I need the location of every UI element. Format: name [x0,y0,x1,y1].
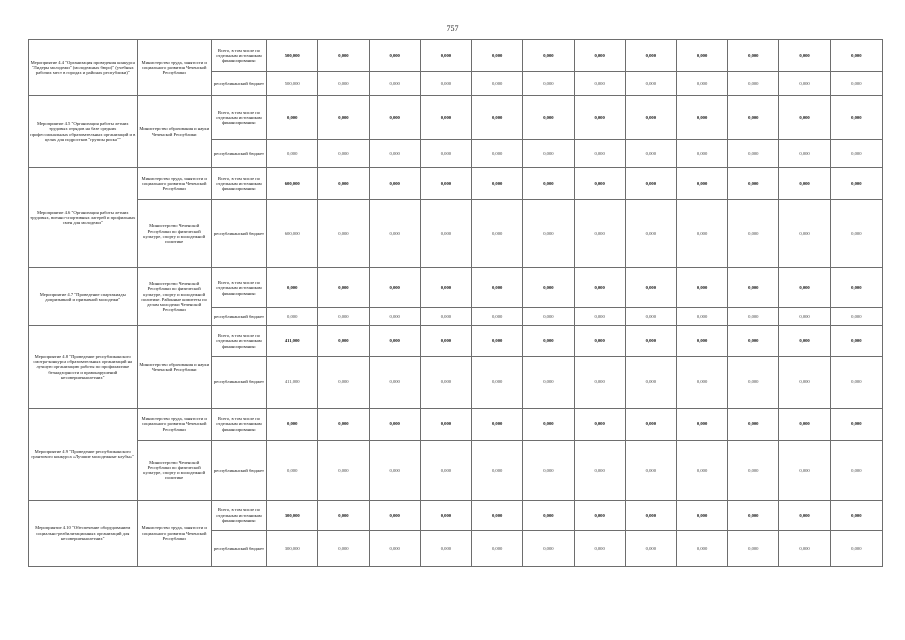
amount-cell: 0,000 [267,308,318,326]
amount-cell: 0,000 [625,440,676,500]
amount-cell: 0,000 [420,500,471,530]
amount-cell: 0,000 [830,326,882,356]
amount-cell: 0,000 [779,500,830,530]
amount-cell: 0,000 [574,500,625,530]
amount-cell: 0,000 [676,500,727,530]
amount-cell: 0,000 [625,168,676,200]
amount-cell: 0,000 [830,408,882,440]
amount-cell: 0,000 [779,326,830,356]
table-row [29,408,883,440]
amount-cell: 0,000 [523,72,574,96]
amount-cell: 0,000 [625,268,676,308]
amount-cell: 0,000 [676,530,727,566]
amount-cell: 0,000 [523,200,574,268]
amount-cell: 0,000 [625,200,676,268]
amount-cell: 0,000 [574,530,625,566]
amount-cell: 0,000 [523,530,574,566]
executor-cell: Министерство труда, занятости и социального развития Чеченской Республики [137,40,211,96]
amount-cell: 0,000 [779,308,830,326]
amount-cell: 0,000 [728,408,779,440]
amount-cell: 0,000 [420,140,471,168]
amount-cell: 0,000 [728,500,779,530]
amount-cell: 0,000 [523,268,574,308]
amount-cell: 0,000 [830,356,882,408]
amount-cell: 0,000 [625,530,676,566]
amount-cell: 0,000 [420,308,471,326]
funding-source-total: Всего, в том числе по отдельным источникам финансирования: [211,268,266,308]
amount-cell: 0,000 [574,440,625,500]
table-row [29,500,883,530]
amount-cell: 0,000 [318,308,369,326]
amount-cell: 0,000 [420,168,471,200]
amount-cell: 0,000 [318,268,369,308]
amount-cell: 0,000 [267,408,318,440]
amount-cell: 0,000 [420,268,471,308]
amount-cell: 0,000 [472,356,523,408]
executor-cell: Министерство труда, занятости и социального развития Чеченской Республики [137,408,211,440]
amount-cell: 0,000 [267,140,318,168]
executor-cell: Министерство образования и науки Чеченской Республики [137,96,211,168]
funding-source-budget: республиканский бюджет [211,530,266,566]
amount-cell: 0,000 [318,408,369,440]
amount-cell: 0,000 [779,40,830,72]
event-title: Мероприятие 4.8 "Проведение республиканского смотра-конкурса образовательных организаций на лучшую организацию работы по профилактике безнадзорности и правонарушений несовершеннолетних" [29,326,138,408]
amount-cell: 0,000 [830,500,882,530]
event-title: Мероприятие 4.5 "Организация работы летних трудовых отрядов на базе средних профессиональных образовательных организаций и в целях для подростков "группы риска"" [29,96,138,168]
amount-cell: 0,000 [369,168,420,200]
amount-cell: 500,000 [267,40,318,72]
amount-cell: 0,000 [830,140,882,168]
amount-cell: 0,000 [472,40,523,72]
amount-cell: 0,000 [574,96,625,140]
executor-cell: Министерство труда, занятости и социального развития Чеченской Республики [137,500,211,566]
amount-cell: 411,000 [267,326,318,356]
amount-cell: 0,000 [472,268,523,308]
amount-cell: 0,000 [728,168,779,200]
amount-cell: 0,000 [625,140,676,168]
amount-cell: 0,000 [420,356,471,408]
amount-cell: 0,000 [779,408,830,440]
amount-cell: 0,000 [625,326,676,356]
amount-cell: 0,000 [830,440,882,500]
amount-cell: 0,000 [267,96,318,140]
amount-cell: 0,000 [472,408,523,440]
amount-cell: 0,000 [625,96,676,140]
funding-source-budget: республиканский бюджет [211,440,266,500]
amount-cell: 0,000 [676,168,727,200]
amount-cell: 0,000 [318,440,369,500]
funding-source-budget: республиканский бюджет [211,308,266,326]
amount-cell: 0,000 [420,96,471,140]
amount-cell: 0,000 [574,200,625,268]
amount-cell: 0,000 [523,308,574,326]
executor-cell: Министерство Чеченской Республики по физической культуре, спорту и молодежной политике. Районные комитеты по делам молодежи Чеченской Республики [137,268,211,326]
table-row [29,200,883,268]
amount-cell: 0,000 [369,440,420,500]
amount-cell: 0,000 [318,326,369,356]
amount-cell: 0,000 [523,408,574,440]
amount-cell: 0,000 [472,96,523,140]
amount-cell: 0,000 [267,440,318,500]
amount-cell: 0,000 [728,200,779,268]
amount-cell: 300,000 [267,530,318,566]
amount-cell: 0,000 [676,440,727,500]
amount-cell: 0,000 [574,408,625,440]
amount-cell: 0,000 [523,500,574,530]
amount-cell: 300,000 [267,500,318,530]
executor-cell: Министерство труда, занятости и социального развития Чеченской Республики [137,168,211,200]
amount-cell: 0,000 [779,200,830,268]
amount-cell: 0,000 [830,268,882,308]
amount-cell: 0,000 [728,96,779,140]
amount-cell: 0,000 [523,40,574,72]
amount-cell: 0,000 [523,440,574,500]
amount-cell: 0,000 [625,40,676,72]
amount-cell: 0,000 [472,168,523,200]
amount-cell: 0,000 [728,308,779,326]
amount-cell: 0,000 [779,356,830,408]
amount-cell: 0,000 [369,140,420,168]
amount-cell: 0,000 [830,72,882,96]
amount-cell: 0,000 [625,500,676,530]
amount-cell: 0,000 [728,440,779,500]
amount-cell: 0,000 [318,530,369,566]
amount-cell: 0,000 [779,72,830,96]
amount-cell: 0,000 [676,408,727,440]
amount-cell: 0,000 [676,140,727,168]
amount-cell: 0,000 [676,356,727,408]
table-row [29,326,883,356]
funding-source-total: Всего, в том числе по отдельным источникам финансирования: [211,408,266,440]
funding-source-budget: республиканский бюджет [211,200,266,268]
amount-cell: 0,000 [472,326,523,356]
amount-cell: 0,000 [318,356,369,408]
amount-cell: 0,000 [728,140,779,168]
amount-cell: 0,000 [523,140,574,168]
amount-cell: 0,000 [420,72,471,96]
amount-cell: 0,000 [779,440,830,500]
amount-cell: 0,000 [523,356,574,408]
amount-cell: 0,000 [676,200,727,268]
funding-source-budget: республиканский бюджет [211,140,266,168]
event-title: Мероприятие 4.7 "Проведение спартакиады допризывной и призывной молодежи" [29,268,138,326]
amount-cell: 0,000 [472,440,523,500]
amount-cell: 0,000 [728,268,779,308]
budget-table [28,39,883,567]
amount-cell: 0,000 [318,200,369,268]
amount-cell: 0,000 [830,168,882,200]
amount-cell: 0,000 [420,530,471,566]
amount-cell: 0,000 [625,308,676,326]
funding-source-total: Всего, в том числе по отдельным источникам финансирования: [211,40,266,72]
event-title: Мероприятие 4.4 "Организация проведения конкурса "Лидеры молодежи" (молодежных бюро)" (учебных рабочих мест в городах и районах республики)" [29,40,138,96]
amount-cell: 0,000 [779,530,830,566]
amount-cell: 0,000 [676,326,727,356]
amount-cell: 0,000 [779,168,830,200]
amount-cell: 0,000 [472,500,523,530]
executor-cell: Министерство образования и науки Чеченской Республики [137,326,211,408]
funding-source-budget: республиканский бюджет [211,356,266,408]
amount-cell: 0,000 [318,168,369,200]
amount-cell: 0,000 [523,96,574,140]
amount-cell: 0,000 [420,326,471,356]
amount-cell: 0,000 [574,356,625,408]
amount-cell: 0,000 [830,96,882,140]
amount-cell: 0,000 [472,530,523,566]
amount-cell: 0,000 [676,40,727,72]
amount-cell: 0,000 [318,96,369,140]
amount-cell: 0,000 [574,326,625,356]
amount-cell: 0,000 [728,326,779,356]
executor-cell: Министерство Чеченской Республики по физической культуре, спорту и молодежной политике [137,200,211,268]
table-row [29,168,883,200]
amount-cell: 0,000 [676,308,727,326]
amount-cell: 0,000 [369,408,420,440]
amount-cell: 0,000 [369,72,420,96]
amount-cell: 0,000 [369,40,420,72]
amount-cell: 0,000 [574,168,625,200]
amount-cell: 0,000 [625,72,676,96]
amount-cell: 500,000 [267,72,318,96]
table-row [29,40,883,72]
amount-cell: 0,000 [523,326,574,356]
amount-cell: 0,000 [574,40,625,72]
amount-cell: 0,000 [574,140,625,168]
amount-cell: 0,000 [369,308,420,326]
amount-cell: 0,000 [420,40,471,72]
amount-cell: 0,000 [420,440,471,500]
amount-cell: 0,000 [830,40,882,72]
amount-cell: 0,000 [267,268,318,308]
amount-cell: 0,000 [472,200,523,268]
amount-cell: 0,000 [318,40,369,72]
amount-cell: 0,000 [574,308,625,326]
amount-cell: 0,000 [728,72,779,96]
event-title: Мероприятие 4.6 "Организация работы летних трудовых, военно-спортивных лагерей и профильных смен для молодежи" [29,168,138,268]
table-row [29,96,883,140]
event-title: Мероприятие 4.9 "Проведение республиканского грантового конкурса «Лучшие молодежные клубы»" [29,408,138,500]
amount-cell: 0,000 [318,500,369,530]
amount-cell: 600,000 [267,168,318,200]
funding-source-total: Всего, в том числе по отдельным источникам финансирования: [211,168,266,200]
event-title: Мероприятие 4.10 "Обеспечение оборудованием социально-реабилитационных организаций для несовершеннолетних" [29,500,138,566]
amount-cell: 0,000 [676,268,727,308]
amount-cell: 0,000 [369,356,420,408]
amount-cell: 411,000 [267,356,318,408]
amount-cell: 0,000 [369,500,420,530]
amount-cell: 0,000 [830,530,882,566]
amount-cell: 600,000 [267,200,318,268]
amount-cell: 0,000 [472,308,523,326]
amount-cell: 0,000 [318,72,369,96]
amount-cell: 0,000 [779,140,830,168]
amount-cell: 0,000 [369,326,420,356]
amount-cell: 0,000 [369,530,420,566]
amount-cell: 0,000 [779,268,830,308]
amount-cell: 0,000 [728,530,779,566]
amount-cell: 0,000 [318,140,369,168]
page-number: 757 [446,24,459,33]
amount-cell: 0,000 [625,356,676,408]
amount-cell: 0,000 [369,268,420,308]
amount-cell: 0,000 [472,140,523,168]
amount-cell: 0,000 [420,408,471,440]
amount-cell: 0,000 [574,268,625,308]
funding-source-total: Всего, в том числе по отдельным источникам финансирования: [211,96,266,140]
funding-source-budget: республиканский бюджет [211,72,266,96]
amount-cell: 0,000 [369,200,420,268]
amount-cell: 0,000 [625,408,676,440]
table-row [29,440,883,500]
amount-cell: 0,000 [676,96,727,140]
amount-cell: 0,000 [472,72,523,96]
amount-cell: 0,000 [779,96,830,140]
funding-source-total: Всего, в том числе по отдельным источникам финансирования: [211,500,266,530]
amount-cell: 0,000 [420,200,471,268]
table-body [29,40,883,567]
funding-source-total: Всего, в том числе по отдельным источникам финансирования: [211,326,266,356]
amount-cell: 0,000 [369,96,420,140]
table-row [29,268,883,308]
amount-cell: 0,000 [830,308,882,326]
executor-cell: Министерство Чеченской Республики по физической культуре, спорту и молодежной политике [137,440,211,500]
amount-cell: 0,000 [676,72,727,96]
amount-cell: 0,000 [728,40,779,72]
amount-cell: 0,000 [830,200,882,268]
amount-cell: 0,000 [523,168,574,200]
amount-cell: 0,000 [574,72,625,96]
amount-cell: 0,000 [728,356,779,408]
